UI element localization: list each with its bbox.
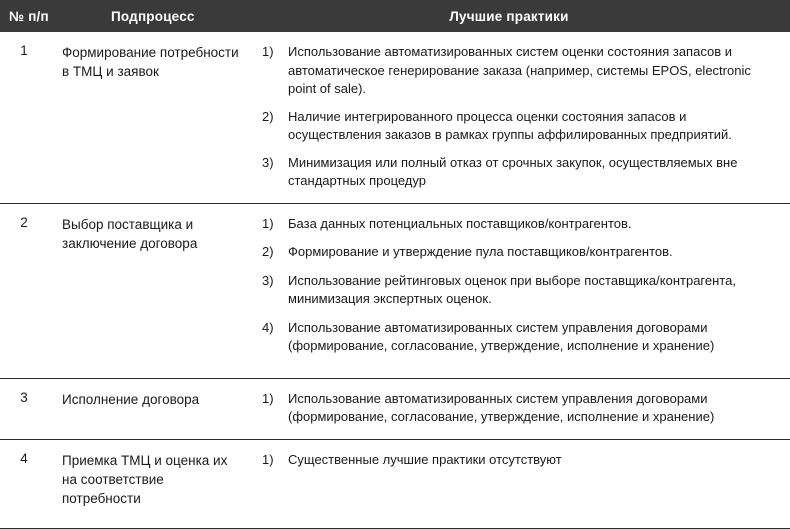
practice-list <box>262 215 776 356</box>
list-item <box>262 319 776 356</box>
list-marker: 3) <box>262 272 274 288</box>
practice-list <box>262 390 776 427</box>
row-best-practices <box>256 379 790 439</box>
list-marker: 3) <box>262 154 274 170</box>
row-number: 3 <box>20 389 28 405</box>
practice-list <box>262 43 776 191</box>
list-marker: 1) <box>262 215 274 231</box>
row-subprocess: Формирование потребности в ТМЦ и заявок <box>62 45 239 79</box>
column-header-number: № п/п <box>9 8 49 24</box>
column-header-best-practices: Лучшие практики <box>449 8 569 24</box>
list-text: Использование автоматизированных систем управления договорами (формирование, согласование, утверждение, исполнение и хранение) <box>288 319 715 353</box>
table-row <box>0 379 790 440</box>
row-subprocess: Приемка ТМЦ и оценка их на соответствие потребности <box>62 452 228 506</box>
list-text: Существенные лучшие практики отсутствуют <box>288 451 562 467</box>
table-row <box>0 440 790 529</box>
list-item <box>262 154 776 191</box>
list-marker: 2) <box>262 244 274 259</box>
column-header-subprocess: Подпроцесс <box>111 8 195 24</box>
row-best-practices <box>256 32 790 203</box>
practice-list <box>262 451 776 470</box>
list-item <box>262 272 776 309</box>
row-subprocess: Исполнение договора <box>62 391 200 407</box>
list-item <box>262 451 776 470</box>
row-subprocess: Выбор поставщика и заключение договора <box>62 216 198 251</box>
row-best-practices <box>256 440 790 482</box>
list-text: Минимизация или полный отказ от срочных закупок, осуществляемых вне стандартных процедур <box>288 154 738 188</box>
list-item <box>262 215 776 234</box>
list-item <box>262 43 776 99</box>
table-row <box>0 32 790 204</box>
table-row <box>0 204 790 379</box>
row-number: 2 <box>20 214 28 230</box>
list-marker: 2) <box>262 108 274 124</box>
list-text: База данных потенциальных поставщиков/контрагентов. <box>288 215 632 231</box>
list-item <box>262 390 776 427</box>
table-header-row <box>0 0 790 32</box>
row-best-practices <box>256 204 790 378</box>
list-marker: 4) <box>262 319 274 335</box>
list-text: Формирование и утверждение пула поставщиков/контрагентов. <box>288 244 673 259</box>
list-text: Использование автоматизированных систем управления договорами (формирование, согласование, утверждение, исполнение и хранение) <box>288 390 715 424</box>
list-item <box>262 243 776 262</box>
list-text: Использование рейтинговых оценок при выборе поставщика/контрагента, минимизация экспертных оценок. <box>288 272 736 306</box>
list-text: Наличие интегрированного процесса оценки состояния запасов и осуществления заказов в рамках группы аффилированных предприятий. <box>288 108 732 142</box>
list-item <box>262 108 776 145</box>
list-marker: 1) <box>262 390 274 406</box>
row-number: 1 <box>20 43 28 58</box>
list-marker: 1) <box>262 451 274 467</box>
list-marker: 1) <box>262 44 274 59</box>
row-number: 4 <box>20 450 28 466</box>
list-text: Использование автоматизированных систем оценки состояния запасов и автоматическое генерирование заказа (например, системы EPOS, electronic point of sale). <box>288 44 751 96</box>
